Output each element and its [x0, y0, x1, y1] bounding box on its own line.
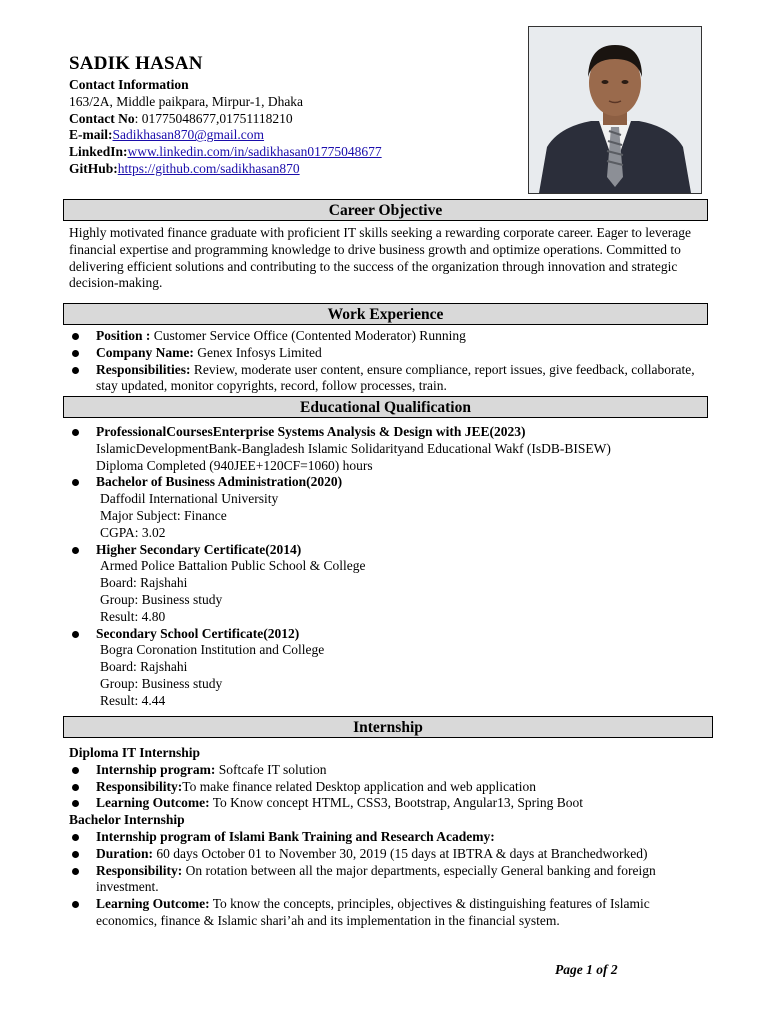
diploma-internship-heading: Diploma IT Internship [69, 745, 201, 760]
education-line: Diploma Completed (940JEE+120CF=1060) hours [96, 457, 373, 473]
internship-item-text: 60 days October 01 to November 30, 2019 (15 days at IBTRA & days at Branchedworked) [153, 845, 648, 861]
work-item [69, 362, 709, 396]
education-line: Bogra Coronation Institution and College [100, 642, 325, 658]
career-objective-text: Highly motivated finance graduate with proficient IT skills seeking a rewarding corporate career. Eager to leverage financial expertise and programming knowledge to drive business growth and optimize operations. Committed to delivering efficient solutions and contributing to the success of the organization through innovation and strategic decision-making. [69, 225, 691, 291]
phone-label: Contact No [69, 110, 135, 126]
contact-heading: Contact Information [69, 77, 189, 92]
education-heading: Higher Secondary Certificate(2014) [96, 541, 302, 557]
github-label: GitHub: [69, 160, 118, 176]
internship-item [69, 896, 669, 930]
internship-item-label: Learning Outcome: [96, 795, 210, 811]
internship-item-label: Responsibility: [96, 862, 183, 878]
section-career-objective: Career Objective [63, 199, 708, 221]
internship-block [69, 745, 709, 930]
linkedin-line [69, 144, 382, 161]
education-line: Daffodil International University [100, 491, 279, 507]
internship-item-label: Responsibility: [96, 778, 183, 794]
internship-item-text: To make finance related Desktop application and web application [182, 778, 536, 794]
email-link[interactable]: Sadikhasan870@gmail.com [112, 127, 265, 143]
page-number: Page 1 of 2 [555, 962, 618, 977]
internship-item [69, 795, 709, 812]
education-line: Board: Rajshahi [100, 659, 188, 675]
education-heading: ProfessionalCoursesEnterprise Systems Analysis & Design with JEE(2023) [96, 424, 526, 439]
education-line: IslamicDevelopmentBank-Bangladesh Islamic Solidarityand Educational Wakf (IsDB-BISEW) [96, 440, 611, 456]
phone-value: : 01775048677,01751118210 [134, 110, 293, 126]
education-line: Result: 4.80 [100, 608, 166, 624]
education-list [69, 424, 709, 710]
contact-block [69, 77, 382, 178]
work-item [69, 345, 709, 362]
profile-photo [528, 26, 702, 194]
internship-item-label: Duration: [96, 845, 153, 861]
work-item-text: Customer Service Office (Contented Moderator) Running [150, 328, 466, 343]
internship-item-label: Learning Outcome: [96, 896, 210, 912]
internship-item [69, 829, 669, 846]
internship-item-label: Internship program: [96, 761, 216, 777]
bachelor-internship-heading: Bachelor Internship [69, 812, 185, 828]
work-item [69, 328, 709, 345]
phone-line [69, 111, 382, 128]
education-line: Group: Business study [100, 591, 223, 607]
education-line: Result: 4.44 [100, 692, 166, 708]
candidate-name: SADIK HASAN [69, 53, 203, 74]
linkedin-label: LinkedIn: [69, 144, 128, 160]
education-entry [69, 542, 709, 626]
profile-photo-illustration [529, 27, 701, 193]
education-line: Armed Police Battalion Public School & College [100, 558, 366, 574]
internship-item-text: Softcafe IT solution [215, 761, 327, 777]
email-line [69, 127, 382, 144]
work-item-label: Responsibilities: [96, 361, 191, 377]
work-item-label: Position : [96, 328, 151, 343]
internship-item [69, 779, 709, 796]
internship-item [69, 846, 669, 863]
work-item-label: Company Name: [96, 344, 194, 360]
linkedin-link[interactable]: www.linkedin.com/in/sadikhasan01775048677 [127, 144, 382, 160]
work-item-text: Genex Infosys Limited [193, 344, 322, 360]
github-link[interactable]: https://github.com/sadikhasan870 [117, 160, 300, 176]
section-education: Educational Qualification [63, 396, 708, 418]
internship-item-text: To know the concepts, principles, objectives & distinguishing features of Islamic economics, finance & Islamic shari’ah and its implementation in the financial system. [96, 896, 650, 928]
education-line: CGPA: 3.02 [100, 524, 166, 540]
education-heading: Bachelor of Business Administration(2020) [96, 474, 343, 490]
internship-item-label: Internship program of Islami Bank Training and Research Academy: [96, 828, 495, 844]
education-line: Group: Business study [100, 675, 223, 691]
section-internship: Internship [63, 716, 713, 738]
section-work-experience: Work Experience [63, 303, 708, 325]
education-line: Major Subject: Finance [100, 507, 227, 523]
internship-item-text: To Know concept HTML, CSS3, Bootstrap, Angular13, Spring Boot [209, 795, 584, 811]
internship-item [69, 863, 669, 897]
address: 163/2A, Middle paikpara, Mirpur-1, Dhaka [69, 93, 304, 109]
email-label: E-mail: [69, 127, 113, 143]
education-entry [69, 474, 709, 541]
internship-item-text: On rotation between all the major departments, especially General banking and foreign investment. [96, 862, 656, 895]
education-heading: Secondary School Certificate(2012) [96, 625, 300, 641]
github-line [69, 161, 382, 178]
internship-item [69, 762, 709, 779]
education-line: Board: Rajshahi [100, 575, 188, 591]
work-experience-list [69, 328, 709, 395]
education-entry [69, 626, 709, 710]
education-entry [69, 424, 709, 474]
work-item-text: Review, moderate user content, ensure compliance, report issues, give feedback, collaborate, stay updated, monitor copyrights, record, follow processes, train. [96, 361, 695, 394]
